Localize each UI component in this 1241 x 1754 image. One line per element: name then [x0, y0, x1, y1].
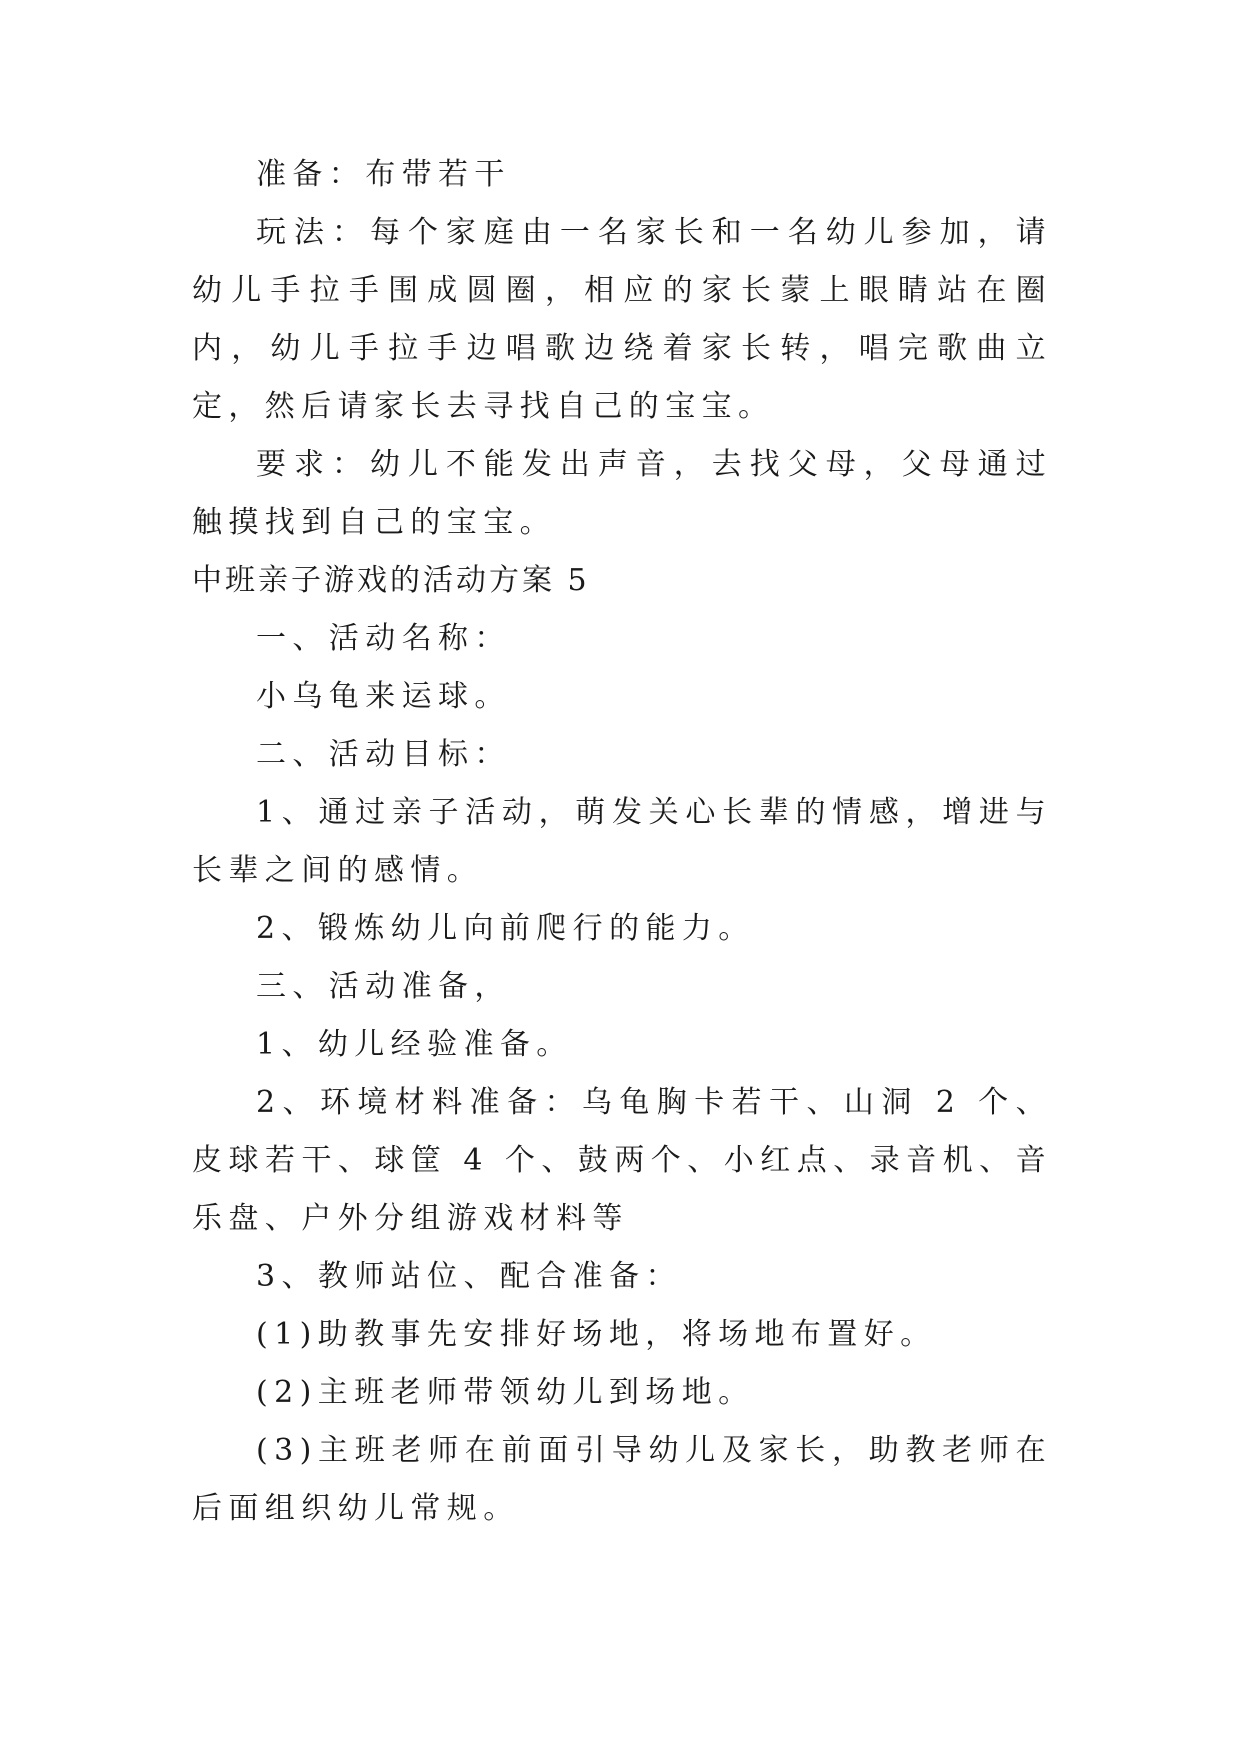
heading-activity-goals: 二、活动目标：	[256, 737, 511, 772]
step-item-2: (2)主班老师带领幼儿到场地。	[256, 1375, 755, 1410]
preparation-item-1: 1、幼儿经验准备。	[256, 1027, 573, 1062]
document-body	[192, 146, 1052, 1538]
activity-name-paragraph: 小乌龟来运球。	[256, 679, 511, 714]
preparation-item-3: 3、教师站位、配合准备：	[256, 1259, 682, 1294]
heading-activity-preparation: 三、活动准备，	[256, 969, 511, 1004]
gameplay-paragraph: 玩法：每个家庭由一名家长和一名幼儿参加，请幼儿手拉手围成圆圈，相应的家长蒙上眼睛站在圈内，幼儿手拉手边唱歌边绕着家长转，唱完歌曲立定，然后请家长去寻找自己的宝宝。	[192, 215, 1052, 424]
heading-activity-name: 一、活动名称：	[256, 621, 511, 656]
preparation-paragraph: 准备：布带若干	[256, 157, 511, 192]
step-item-1: (1)助教事先安排好场地，将场地布置好。	[256, 1317, 937, 1352]
step-item-3: (3)主班老师在前面引导幼儿及家长，助教老师在后面组织幼儿常规。	[192, 1433, 1052, 1526]
preparation-item-2: 2、环境材料准备：乌龟胸卡若干、山洞 2 个、皮球若干、球筐 4 个、鼓两个、小红点、录音机、音乐盘、户外分组游戏材料等	[192, 1085, 1052, 1236]
section-title: 中班亲子游戏的活动方案 5	[192, 563, 590, 598]
goal-item-1: 1、通过亲子活动，萌发关心长辈的情感，增进与长辈之间的感情。	[192, 795, 1052, 888]
requirement-paragraph: 要求：幼儿不能发出声音，去找父母，父母通过触摸找到自己的宝宝。	[192, 447, 1052, 540]
goal-item-2: 2、锻炼幼儿向前爬行的能力。	[256, 911, 755, 946]
